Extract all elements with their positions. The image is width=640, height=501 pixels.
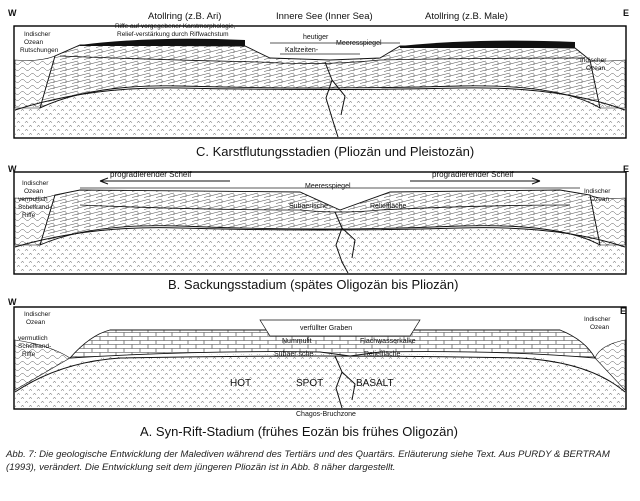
panel-c-heutiger-label: heutiger <box>303 34 329 41</box>
panel-b-ocean-left-4: Schelfrand- <box>18 204 52 211</box>
panel-a-ocean-left-2: Ozean <box>26 319 46 326</box>
panel-b-east-label: E <box>623 164 630 174</box>
figure-caption: Abb. 7: Die geologische Entwicklung der Malediven während des Tertiärs und des Quartärs. Erläuterung siehe Text. Aus PURDY & BERTRAM (1993), verändert. Die Entwicklung seit dem jüngeren Pliozän ist in Abb. 8 näher dargestellt. <box>6 449 610 473</box>
panel-a-ocean-left-3: vermutlich <box>18 335 48 342</box>
panel-b-subaerische-label: Subaerische <box>289 203 328 210</box>
panel-a-west-label: W <box>8 297 17 307</box>
panel-a-basalt-label: BASALT <box>356 378 394 389</box>
panel-c-ocean-right-1: Indischer <box>580 57 607 64</box>
panel-c-rutschungen-label: Rutschungen <box>20 47 59 54</box>
panel-a-subaer-label: Subaer sche <box>274 351 314 358</box>
panel-b-shelf-right-label: progradierender Schelf <box>432 170 514 179</box>
panel-a-graben-label: verfüllter Graben <box>300 325 353 332</box>
panel-a-ocean-right-2: Ozean <box>590 324 610 331</box>
panel-c-kaltzeiten-label: Kaltzeiten- <box>285 47 319 54</box>
panel-b-ocean-right-1: Indischer <box>584 188 611 195</box>
panel-b-title: B. Sackungsstadium (spätes Oligozän bis Pliozän) <box>168 277 459 292</box>
panel-c-inner-sea-label: Innere See (Inner Sea) <box>276 11 373 22</box>
panel-a-title: A. Syn-Rift-Stadium (frühes Eozän bis frühes Oligozän) <box>140 424 458 439</box>
panel-b-ocean-left-5: Riffe <box>22 212 36 219</box>
panel-c-reef-note-2: Relief-verstärkung durch Riffwachstum <box>117 31 229 38</box>
panel-b-ocean-left-2: Ozean <box>24 188 44 195</box>
panel-a-chagos-label: Chagos-Bruchzone <box>296 411 356 418</box>
panel-c-west-label: W <box>8 8 17 18</box>
panel-c-title: C. Karstflutungsstadien (Pliozän und Pleistozän) <box>196 144 475 159</box>
panel-a-east-label: E <box>620 306 627 316</box>
panel-c-basalt <box>15 88 625 137</box>
panel-a-ocean-right-1: Indischer <box>584 316 611 323</box>
panel-b-meeresspiegel-label: Meeresspiegel <box>305 183 351 190</box>
panel-a-ocean-left-1: Indischer <box>24 311 51 318</box>
panel-c-ocean-left-1: Indischer <box>24 31 51 38</box>
panel-a-hot-label: HOT <box>230 378 252 389</box>
panel-b-ocean-right-2: Ozean <box>590 196 610 203</box>
panel-b-ocean-left-1: Indischer <box>22 180 49 187</box>
panel-b-basalt <box>15 228 625 273</box>
panel-c-atoll-right-label: Atollring (z.B. Male) <box>425 11 508 22</box>
panel-c-atoll-left-label: Atollring (z.B. Ari) <box>148 11 222 22</box>
panel-a-ocean-left-4: Schelfrand- <box>18 343 52 350</box>
panel-a-flachwasser-label: Flachwasserkalke <box>360 338 416 345</box>
panel-b-west-label: W <box>8 164 17 174</box>
panel-b <box>8 164 629 292</box>
panel-a <box>8 297 626 439</box>
panel-c-meeresspiegel-label: Meeresspiegel <box>336 40 382 47</box>
panel-b-shelf-left-label: progradierender Schelf <box>110 170 192 179</box>
panel-c-ocean-right-2: Ozean <box>586 65 606 72</box>
panel-c-east-label: E <box>623 8 630 18</box>
panel-a-ocean-left-5: Riffe <box>22 351 36 358</box>
panel-c <box>8 8 629 159</box>
panel-c-ocean-left-2: Ozean <box>24 39 44 46</box>
panel-c-reef-note-1: Riffe auf vorgegebener Karstmorphologie, <box>115 23 236 30</box>
panel-a-relief-label: Relieffläche <box>364 351 401 358</box>
panel-a-nummulit-label: Nummulit <box>282 338 312 345</box>
panel-b-relief-label: Relieffläche <box>370 203 407 210</box>
panel-a-spot-label: SPOT <box>296 378 324 389</box>
panel-b-ocean-left-3: vermutlich <box>18 196 48 203</box>
